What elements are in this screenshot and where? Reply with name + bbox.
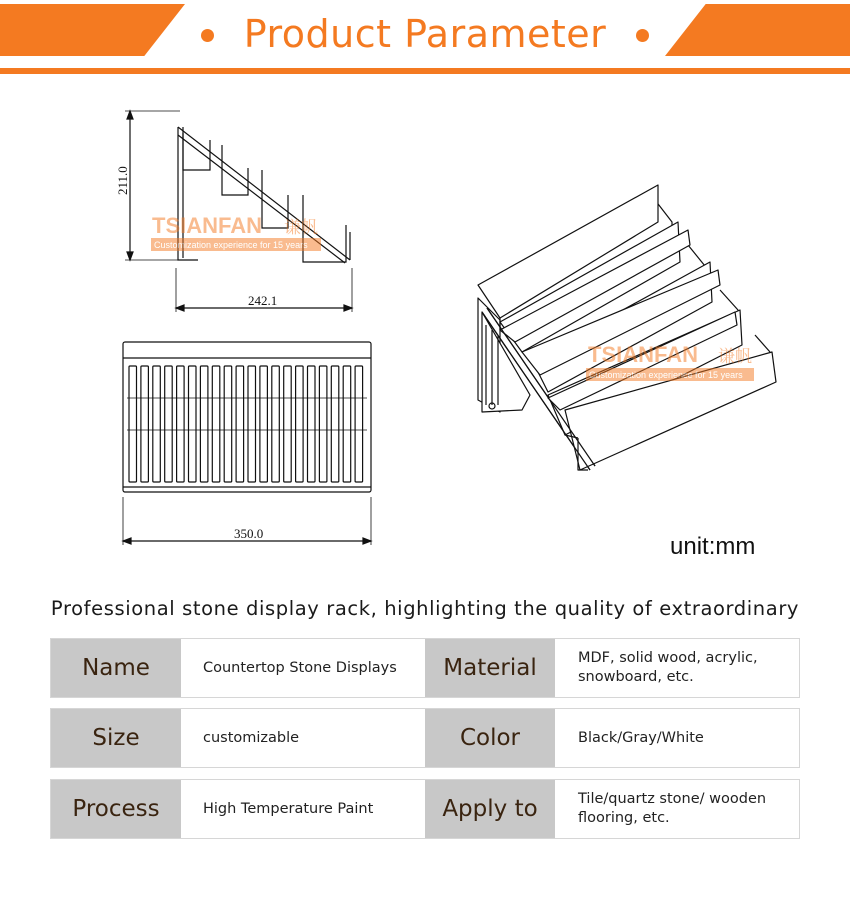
front-slot bbox=[308, 366, 316, 482]
header-underline bbox=[0, 68, 850, 74]
param-label-name: Name bbox=[51, 639, 181, 697]
watermark-cn-iso: 谦帆 bbox=[718, 347, 752, 367]
param-value-name: Countertop Stone Displays bbox=[203, 659, 397, 676]
front-slot bbox=[343, 366, 351, 482]
watermark-side bbox=[151, 213, 321, 251]
side-view-drawing bbox=[125, 111, 352, 312]
front-slot bbox=[236, 366, 244, 482]
technical-drawings bbox=[0, 80, 850, 580]
param-value-size: customizable bbox=[203, 729, 300, 746]
param-label-size: Size bbox=[51, 709, 181, 767]
watermark-iso bbox=[586, 342, 754, 381]
front-slot bbox=[189, 366, 197, 482]
watermark-brand-iso: TSIANFAN bbox=[588, 342, 698, 367]
front-slot bbox=[129, 366, 137, 482]
isometric-view-drawing bbox=[478, 185, 776, 470]
front-slot bbox=[284, 366, 292, 482]
param-label-color: Color bbox=[425, 709, 555, 767]
param-label-apply-to: Apply to bbox=[425, 780, 555, 838]
param-row-2 bbox=[50, 708, 800, 768]
front-slot bbox=[319, 366, 327, 482]
dim-depth-label: 242.1 bbox=[248, 293, 278, 308]
dim-width-label: 350.0 bbox=[234, 526, 264, 541]
front-slot bbox=[177, 366, 185, 482]
front-slot bbox=[355, 366, 363, 482]
param-label-material: Material bbox=[425, 639, 555, 697]
front-slot bbox=[260, 366, 268, 482]
param-row-3 bbox=[50, 779, 800, 839]
front-slot bbox=[272, 366, 280, 482]
watermark-brand-side: TSIANFAN bbox=[152, 213, 262, 238]
param-row-1 bbox=[50, 638, 800, 698]
page-title: Product Parameter bbox=[243, 12, 607, 56]
param-label-process: Process bbox=[51, 780, 181, 838]
header-banner bbox=[0, 0, 850, 75]
front-slot bbox=[153, 366, 161, 482]
front-slot bbox=[212, 366, 220, 482]
unit-label: unit:mm bbox=[670, 533, 756, 560]
watermark-cn-side: 谦帆 bbox=[284, 218, 318, 238]
watermark-sub-side: Customization experience for 15 years bbox=[154, 240, 308, 250]
front-slot bbox=[296, 366, 304, 482]
param-value-apply-to: Tile/quartz stone/ wooden flooring, etc. bbox=[578, 791, 767, 826]
param-value-material: MDF, solid wood, acrylic, snowboard, etc. bbox=[578, 650, 758, 685]
tagline: Professional stone display rack, highlighting the quality of extraordinary bbox=[50, 597, 800, 620]
front-slot bbox=[141, 366, 149, 482]
front-view-drawing bbox=[123, 342, 371, 545]
watermark-sub-iso: Customization experience for 15 years bbox=[589, 370, 743, 380]
param-value-color: Black/Gray/White bbox=[578, 729, 704, 746]
front-slot bbox=[248, 366, 256, 482]
front-slot bbox=[224, 366, 232, 482]
front-slot bbox=[331, 366, 339, 482]
front-slot bbox=[165, 366, 173, 482]
dim-height-label: 211.0 bbox=[115, 166, 130, 195]
param-value-process: High Temperature Paint bbox=[203, 800, 374, 817]
front-slot bbox=[200, 366, 208, 482]
